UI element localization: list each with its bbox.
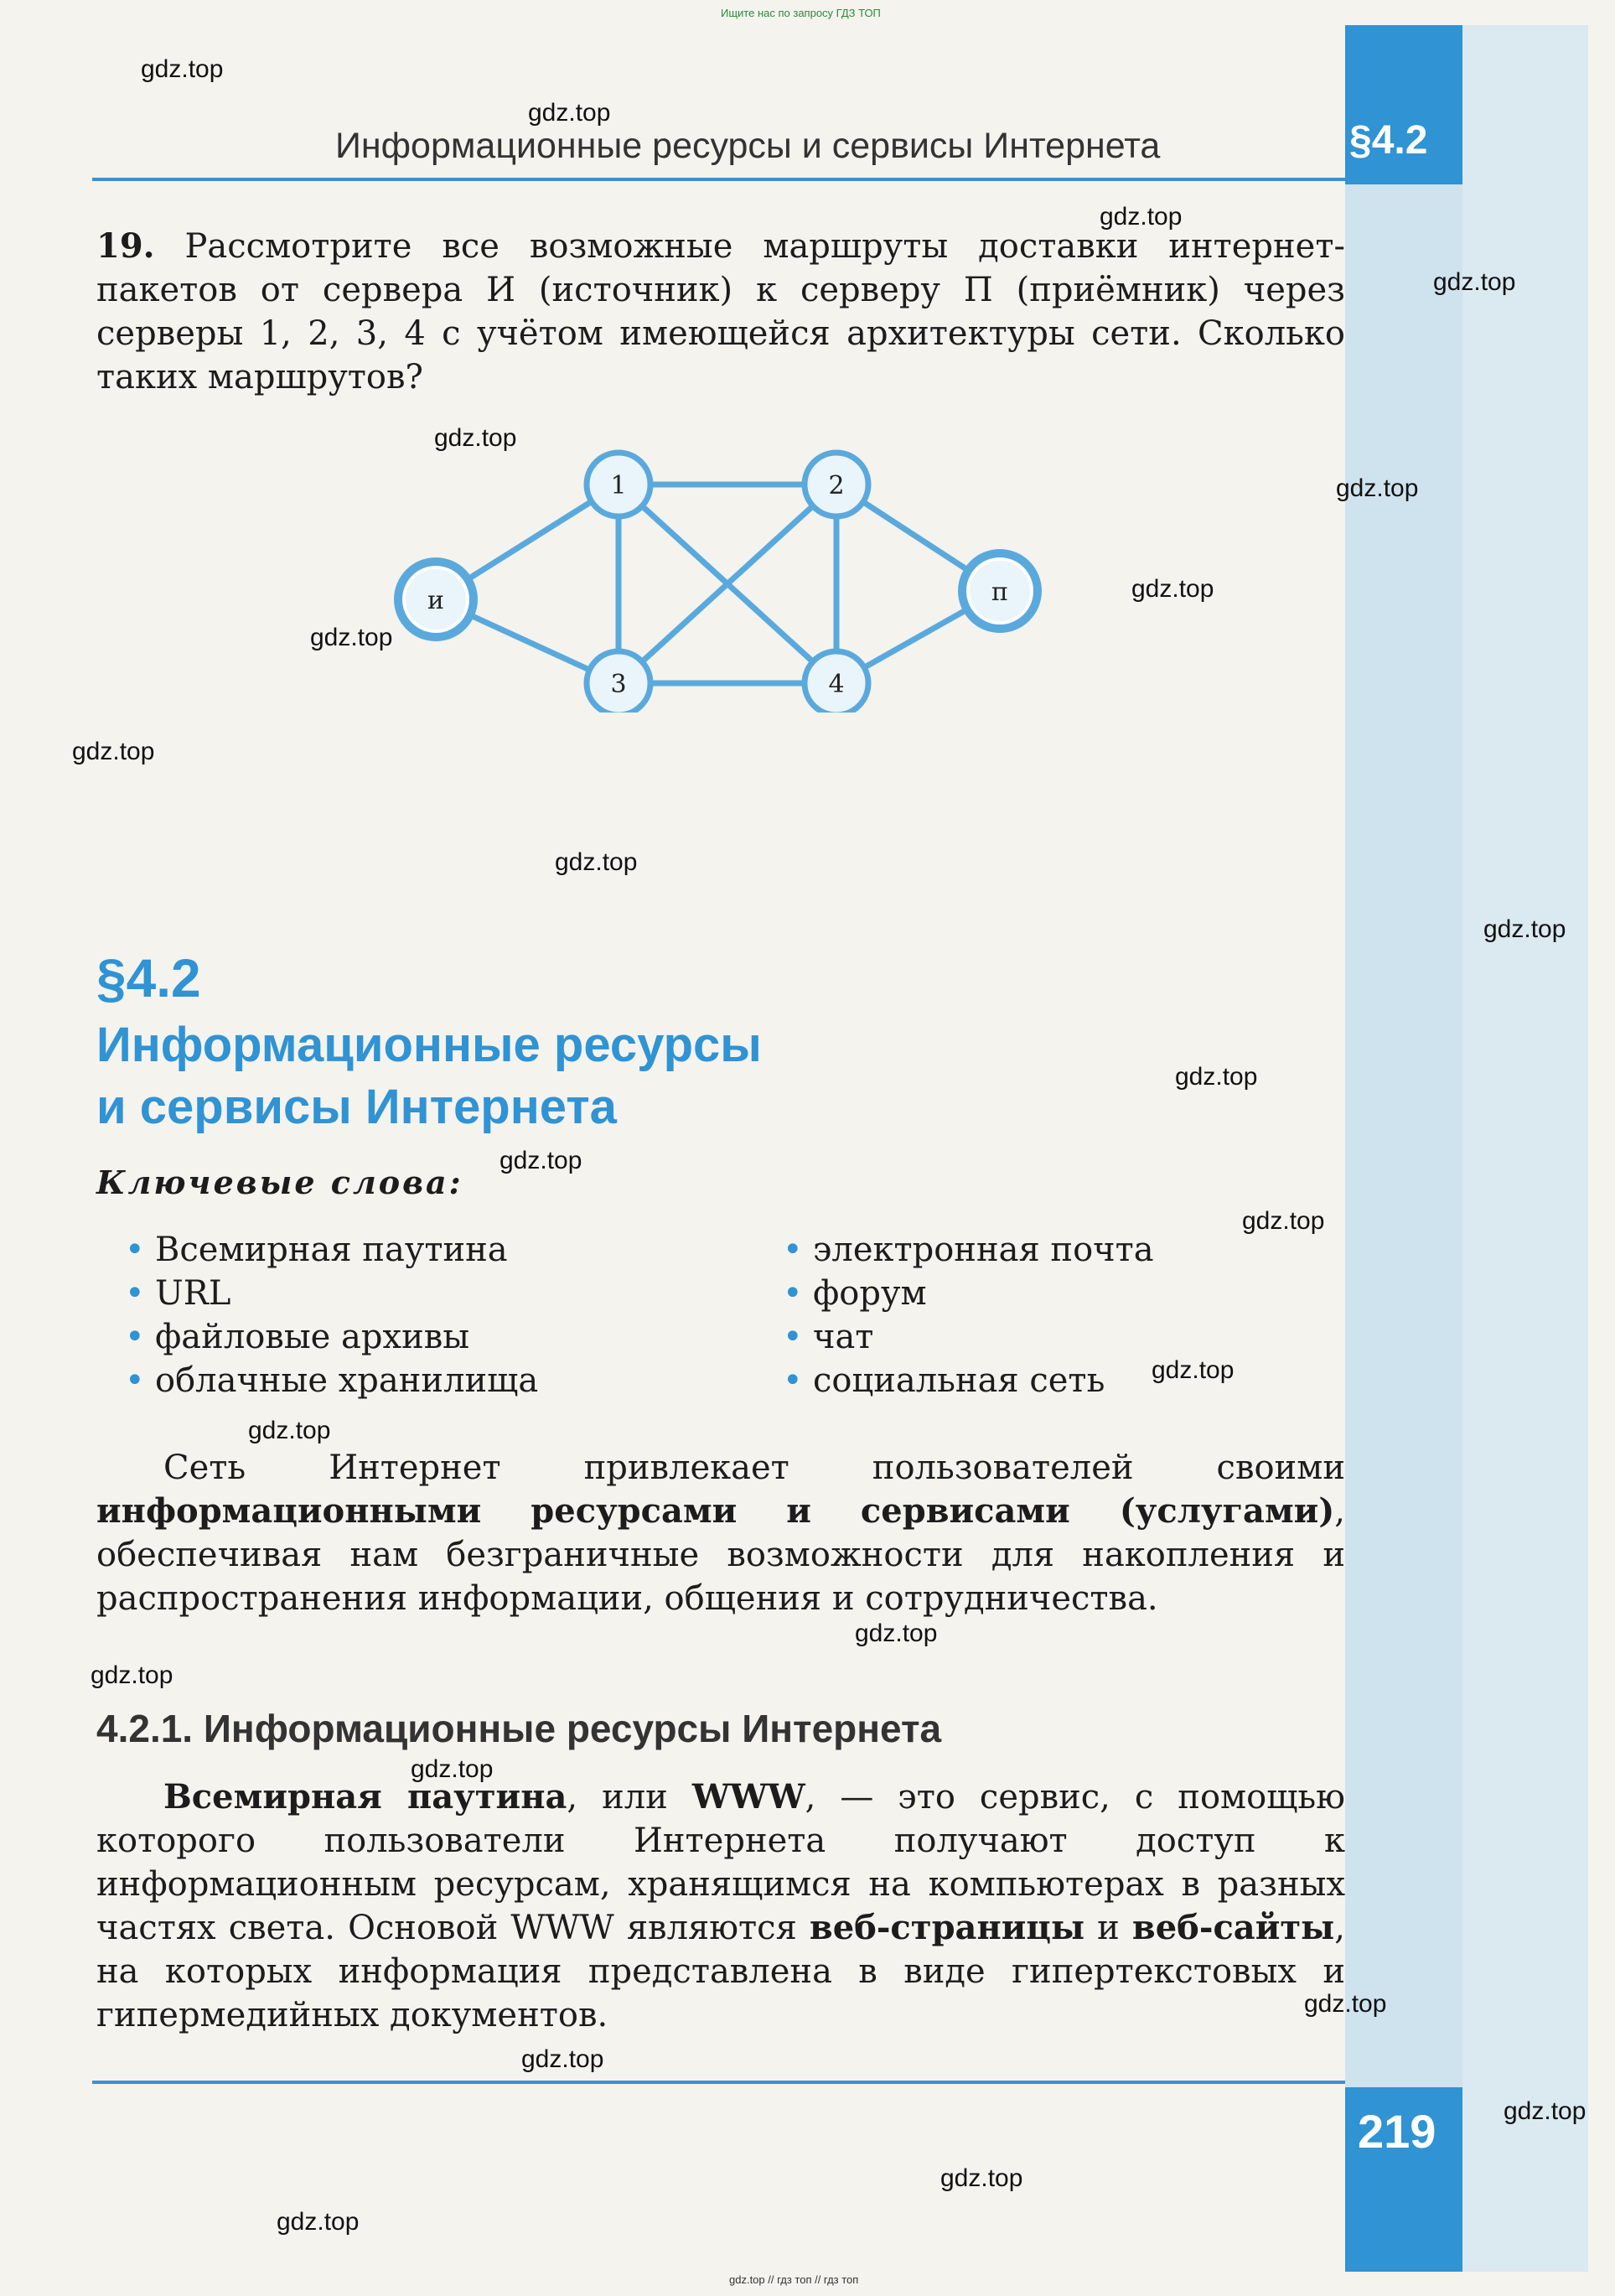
intro-bold: информационными ресурсами и сервисами (услугами) [96, 1491, 1335, 1531]
section-number: §4.2 [96, 948, 201, 1008]
keywords-left [96, 1228, 538, 1402]
keyword-item: • электронная почта [754, 1228, 1154, 1272]
running-header-title: Информационные ресурсы и сервисы Интернета [335, 126, 1161, 166]
node-3 [587, 651, 650, 713]
body-paragraph: Всемирная паутина, или WWW, — это сервис, с помощью которого пользователи Интернета получают доступ к информационным ресурсам, хранящимся на компьютерах в разных частях света. Основой WWW являются веб-страницы и веб-сайты, на которых информация представлена в виде гипертекстовых и гипермедийных документов. [96, 1777, 1346, 2034]
watermark: gdz.top [1336, 474, 1419, 502]
top-notice: Ищите нас по запросу ГДЗ ТОП [721, 7, 881, 19]
watermark: gdz.top [310, 624, 393, 651]
svg-text:4: 4 [828, 670, 845, 699]
bottom-notice: gdz.top // гдз топ // гдз топ [729, 2273, 859, 2286]
watermark: gdz.top [1504, 2097, 1587, 2125]
keyword-item: • URL [96, 1272, 538, 1315]
sidebar-strip [1345, 25, 1462, 2272]
watermark: gdz.top [1100, 203, 1183, 231]
footer-divider [92, 2081, 1345, 2084]
svg-text:2: 2 [828, 471, 845, 500]
keyword-item: • чат [754, 1315, 1154, 1359]
keywords-right [754, 1228, 1154, 1402]
watermark: gdz.top [555, 848, 638, 876]
watermark: gdz.top [1131, 575, 1214, 603]
keyword-item: • облачные хранилища [96, 1359, 538, 1402]
keyword-item: • Всемирная паутина [96, 1228, 538, 1272]
node-source [394, 557, 478, 641]
watermark: gdz.top [277, 2208, 360, 2236]
watermark: gdz.top [1152, 1356, 1235, 1384]
intro-paragraph: Сеть Интернет привлекает пользователей своими информационными ресурсами и сервисами (услугами), обеспечивая нам безграничные возможности для накопления и распространения информации, общения и сотрудничества. [96, 1449, 1345, 1618]
watermark: gdz.top [248, 1417, 331, 1444]
node-4 [805, 651, 868, 713]
node-receiver [958, 549, 1042, 633]
svg-text:3: 3 [610, 670, 627, 699]
watermark: gdz.top [72, 738, 155, 765]
watermark: gdz.top [1304, 1990, 1387, 2018]
watermark: gdz.top [1483, 915, 1566, 943]
task-19 [96, 225, 1345, 399]
keyword-item: • файловые архивы [96, 1315, 538, 1359]
subsection-title: 4.2.1. Информационные ресурсы Интернета [96, 1707, 942, 1750]
watermark: gdz.top [521, 2045, 604, 2073]
watermark: gdz.top [940, 2164, 1023, 2192]
watermark: gdz.top [1242, 1207, 1325, 1235]
svg-text:п: п [991, 578, 1008, 607]
page-number: 219 [1358, 2105, 1436, 2158]
section-title-line1: Информационные ресурсы [96, 1018, 762, 1072]
node-1 [587, 453, 650, 516]
node-2 [805, 453, 868, 516]
network-diagram [386, 428, 1073, 713]
svg-text:и: и [427, 586, 444, 615]
watermark: gdz.top [411, 1755, 494, 1783]
watermark: gdz.top [1433, 268, 1516, 296]
section-title-line2: и сервисы Интернета [96, 1080, 617, 1134]
watermark: gdz.top [528, 99, 611, 127]
watermark: gdz.top [855, 1620, 938, 1647]
svg-text:1: 1 [610, 471, 627, 500]
keywords-heading: Ключевые слова: [96, 1164, 463, 1201]
keyword-item: • форум [754, 1272, 1154, 1315]
task-number: 19. [96, 226, 155, 266]
task-text: Рассмотрите все возможные маршруты доставки интернет-пакетов от сервера И (источник) к серверу П (приёмник) через серверы 1, 2, 3, 4 с учётом имеющейся архитектуры сети. Сколько таких маршрутов? [96, 227, 1345, 396]
section-title [96, 1014, 1018, 1138]
watermark: gdz.top [500, 1147, 582, 1174]
header-divider [92, 178, 1345, 181]
page-edge-band [1462, 25, 1588, 2272]
watermark: gdz.top [91, 1661, 173, 1689]
watermark: gdz.top [141, 55, 224, 83]
watermark: gdz.top [434, 424, 517, 452]
watermark: gdz.top [1175, 1063, 1258, 1091]
keyword-item: • социальная сеть [754, 1359, 1154, 1402]
section-badge: §4.2 [1349, 118, 1428, 163]
